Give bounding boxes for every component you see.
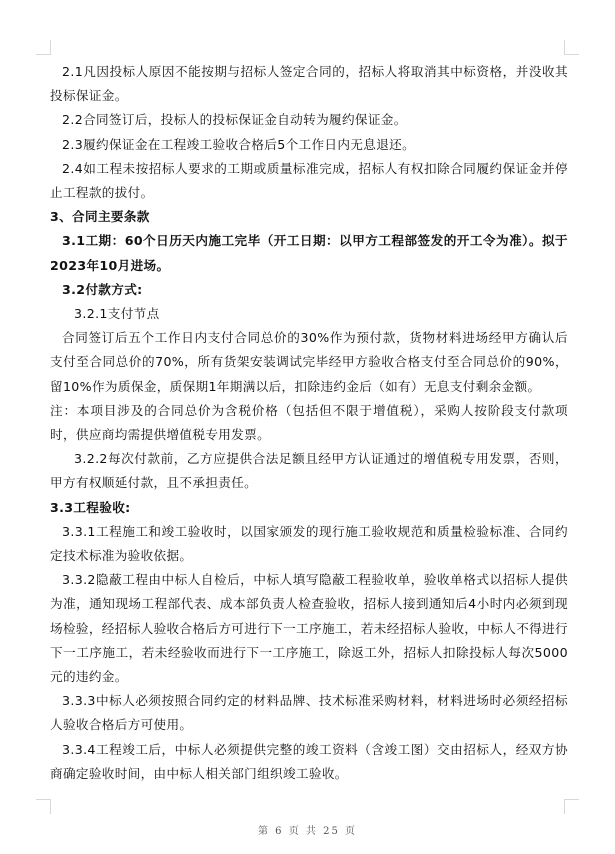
clause-3-1-schedule: 3.1工期：60个日历天内施工完毕（开工日期：以甲方工程部签发的开工令为准）。拟于2023年10月进场。 — [50, 233, 568, 273]
clause-3-2-2: 3.2.2每次付款前，乙方应提供合法足额且经甲方认证通过的增值税专用发票，否则，甲方有权顺延付款，且不承担责任。 — [50, 451, 568, 491]
crop-mark-bottom-right — [564, 799, 579, 814]
page-number-footer: 第 6 页 共 25 页 — [258, 826, 357, 837]
clause-3-3-3: 3.3.3中标人必须按照合同约定的材料品牌、技术标准采购材料，材料进场时必须经招标人验收合格后方可使用。 — [50, 693, 568, 733]
clause-2-4: 2.4如工程未按招标人要求的工期或质量标准完成，招标人有权扣除合同履约保证金并停止工程款的拔付。 — [50, 160, 568, 201]
clause-2-3: 2.3履约保证金在工程竣工验收合格后5个工作日内无息退还。 — [62, 136, 416, 152]
clause-3-3-1: 3.3.1工程施工和竣工验收时，以国家颁发的现行施工验收规范和质量检验标准、合同约定技术标准为验收依据。 — [50, 523, 568, 564]
subsection-heading-3-3: 3.3工程验收: — [50, 499, 131, 515]
clause-3-3-4: 3.3.4工程竣工后，中标人必须提供完整的竣工资料（含竣工图）交由招标人，经双方协商确定验收时间，由中标人相关部门组织竣工验收。 — [50, 741, 568, 781]
section-heading-3: 3、合同主要条款 — [50, 209, 150, 225]
clause-3-3-2: 3.3.2隐蔽工程由中标人自检后，中标人填写隐蔽工程验收单，验收单格式以招标人提供为准，通知现场工程部代表、成本部负责人检查验收，招标人接到通知后4小时内必须到现场检验，经招标人验收合格后方可进行下一工序施工，若未经招标人验收，中标人不得进行下一工序施工，若未经验收而进行下一工序施工，除返工外，招标人扣除投标人每次5000元的违约金。 — [50, 572, 568, 685]
clause-2-2: 2.2合同签订后，投标人的投标保证金自动转为履约保证金。 — [62, 112, 407, 128]
clause-2-1: 2.1凡因投标人原因不能按期与招标人签定合同的，招标人将取消其中标资格，并没收其投标保证金。 — [50, 64, 568, 104]
clause-3-2-1-body: 合同签订后五个工作日内支付合同总价的30%作为预付款，货物材料进场经甲方确认后支付至合同总价的70%，所有货架安装调试完毕经甲方验收合格支付至合同总价的90%，留10%作为质保金，质保期1年期满以后，扣除违约金后（如有）无息支付剩余金额。 — [50, 330, 568, 394]
subsection-heading-3-2: 3.2付款方式: — [62, 281, 143, 297]
crop-mark-top-right — [564, 40, 579, 55]
crop-mark-bottom-left — [36, 799, 51, 814]
tax-note: 注：本项目涉及的合同总价为含税价格（包括但不限于增值税），采购人按阶段支付款项时，供应商均需提供增值税专用发票。 — [50, 402, 568, 443]
crop-mark-top-left — [36, 40, 51, 55]
document-body — [50, 60, 568, 786]
clause-3-2-1-title: 3.2.1支付节点 — [74, 306, 160, 322]
